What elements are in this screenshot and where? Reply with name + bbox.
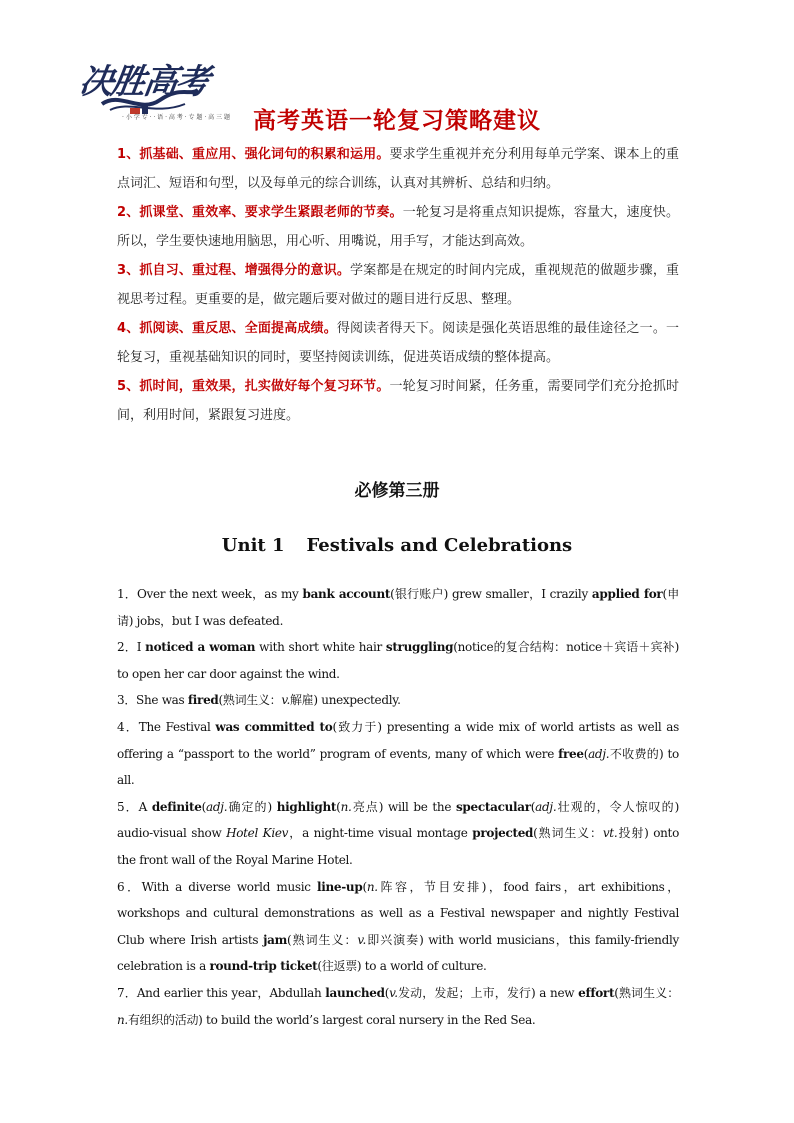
- sentence-text: 发动，发起；上市，发行) a new: [397, 985, 579, 1000]
- part-of-speech: n.: [366, 879, 378, 894]
- sentence-text: (致力于) presenting a wide mix of world artists as well as offering a “passport to the world” program of events, many of which were: [117, 719, 679, 761]
- sentence-list: [117, 581, 679, 1033]
- part-of-speech: Hotel Kiev: [226, 826, 289, 841]
- sentence-text: With a diverse world music: [141, 879, 317, 894]
- sentence-text: I: [136, 640, 146, 655]
- unit-name: Festivals and Celebrations: [306, 535, 573, 556]
- key-phrase: round-trip ticket: [209, 959, 318, 974]
- sentence-text: 即兴演奏) with world musicians，this family-friendly celebration is a: [117, 932, 679, 974]
- sentence-number: 6．: [117, 879, 142, 894]
- strategy-highlight: 3、抓自习、重过程、增强得分的意识。: [117, 263, 351, 278]
- part-of-speech: v.: [389, 985, 398, 1000]
- sentence-number: 1．: [117, 587, 137, 601]
- sentence-text: She was: [136, 693, 188, 708]
- sentence-text: 亮点) will be the: [351, 799, 456, 814]
- part-of-speech: v.: [281, 693, 290, 708]
- key-phrase: line-up: [316, 879, 363, 894]
- sentence-text: (notice的复合结构：notice＋宾语＋宾补) to open her car door against the wind.: [117, 640, 679, 681]
- sentence-text: (熟词生义：: [614, 985, 679, 1000]
- key-phrase: highlight: [276, 799, 337, 814]
- strategy-highlight: 5、抓时间，重效果，扎实做好每个复习环节。: [117, 379, 390, 394]
- sentence-number: 4．: [117, 719, 139, 734]
- key-phrase: launched: [325, 985, 385, 1000]
- sentence-number: 5．: [117, 799, 139, 814]
- strategy-item: [117, 140, 679, 198]
- sentence-text: 有组织的活动) to build the world’s largest coral nursery in the Red Sea.: [127, 1012, 536, 1027]
- part-of-speech: v.: [357, 932, 366, 947]
- sentence-text: (申请) jobs，but I was defeated.: [117, 587, 679, 628]
- sentence-text: (: [201, 799, 207, 814]
- strategy-list: [117, 140, 679, 430]
- strategy-highlight: 1、抓基础、重应用、强化词句的积累和运用。: [117, 147, 390, 162]
- sentence-text: Over the next week，as my: [136, 587, 303, 601]
- sentence-text: 解雇) unexpectedly.: [289, 693, 401, 708]
- key-phrase: projected: [472, 826, 534, 841]
- strategy-text: 要求学生重视并充分利用每单元学案、课本上的重点词汇、短语和句型，以及每单元的综合训练，认真对其辨析、总结和归纳。: [117, 147, 679, 191]
- sentence-text: 阵容，节目安排)，food fairs，art exhibitions，workshops and cultural demonstrations as well as a Festival newspaper and nightly Festival Club where Irish artists: [117, 879, 679, 947]
- sentence-text: (银行账户) grew smaller，I crazily: [390, 587, 592, 601]
- strategy-highlight: 4、抓阅读、重反思、全面提高成绩。: [117, 321, 337, 336]
- example-sentence: [117, 634, 679, 687]
- sentence-number: 2．: [117, 640, 137, 655]
- strategy-text: 得阅读者得天下。阅读是强化英语思维的最佳途径之一。一轮复习，重视基础知识的同时，要坚持阅读训练，促进英语成绩的整体提高。: [117, 321, 679, 365]
- sentence-text: 不收费的) to all.: [117, 746, 679, 788]
- strategy-item: [117, 198, 679, 256]
- strategy-text: 学案都是在规定的时间内完成，重视规范的做题步骤，重视思考过程。更重要的是，做完题后要对做过的题目进行反思、整理。: [117, 263, 679, 307]
- sentence-text: (熟词生义：: [533, 826, 603, 841]
- sentence-text: And earlier this year，Abdullah: [136, 985, 326, 1000]
- sentence-text: (: [583, 746, 589, 761]
- book-title: 必修第三册: [354, 481, 440, 501]
- logo-text: 决胜高考: [76, 62, 211, 102]
- example-sentence: [117, 714, 679, 794]
- key-phrase: was committed to: [215, 719, 333, 734]
- logo-tagline: · 小 学 专 · · 语 · 高 考 · 专 题 · 高 三 题: [122, 114, 230, 121]
- strategy-highlight: 2、抓课堂、重效率、要求学生紧跟老师的节奏。: [117, 205, 403, 220]
- sentence-number: 3．: [117, 693, 137, 708]
- unit-label: Unit 1: [221, 535, 285, 556]
- key-phrase: applied for: [591, 587, 663, 601]
- key-phrase: fired: [187, 693, 219, 708]
- example-sentence: [117, 581, 679, 634]
- example-sentence: [117, 980, 679, 1033]
- page-title: 高考英语一轮复习策略建议: [253, 108, 541, 134]
- sentence-text: (: [384, 985, 390, 1000]
- part-of-speech: adj.: [206, 799, 228, 814]
- part-of-speech: n.: [117, 1012, 128, 1027]
- example-sentence: [117, 794, 679, 874]
- strategy-text: 一轮复习时间紧，任务重，需要同学们充分抢抓时间，利用时间，紧跟复习进度。: [117, 379, 679, 423]
- sentence-text: (熟词生义：: [286, 932, 358, 947]
- sentence-text: 确定的): [227, 799, 277, 814]
- key-phrase: spectacular: [455, 799, 531, 814]
- sentence-text: A: [138, 799, 152, 814]
- example-sentence: [117, 874, 679, 980]
- sentence-text: (熟词生义：: [218, 693, 282, 708]
- sentence-text: (: [336, 799, 341, 814]
- key-phrase: noticed a woman: [145, 640, 256, 655]
- sentence-text: ，a night-time visual montage: [288, 826, 473, 841]
- sentence-text: (: [362, 879, 367, 894]
- strategy-item: [117, 372, 679, 430]
- part-of-speech: n.: [340, 799, 352, 814]
- strategy-item: [117, 256, 679, 314]
- key-phrase: jam: [263, 932, 287, 947]
- sentence-text: 壮观的，令人惊叹的) audio-visual show: [117, 799, 679, 841]
- unit-title: [0, 535, 794, 556]
- strategy-item: [117, 314, 679, 372]
- part-of-speech: adj.: [535, 799, 557, 814]
- sentence-text: 投射) onto the front wall of the Royal Marine Hotel.: [117, 826, 679, 867]
- strategy-text: 一轮复习是将重点知识提炼，容量大，速度快。所以，学生要快速地用脑思，用心听、用嘴说，用手写，才能达到高效。: [117, 205, 679, 249]
- key-phrase: definite: [151, 799, 202, 814]
- sentence-text: with short white hair: [255, 640, 386, 655]
- part-of-speech: adj.: [588, 746, 610, 761]
- key-phrase: free: [558, 746, 584, 761]
- key-phrase: effort: [578, 985, 615, 1000]
- sentence-number: 7．: [117, 985, 137, 1000]
- example-sentence: [117, 687, 679, 714]
- sentence-text: (: [530, 799, 536, 814]
- part-of-speech: vt.: [602, 826, 618, 841]
- key-phrase: struggling: [385, 640, 454, 655]
- sentence-text: The Festival: [138, 719, 216, 734]
- sentence-text: (往返票) to a world of culture.: [317, 959, 487, 974]
- key-phrase: bank account: [302, 587, 391, 601]
